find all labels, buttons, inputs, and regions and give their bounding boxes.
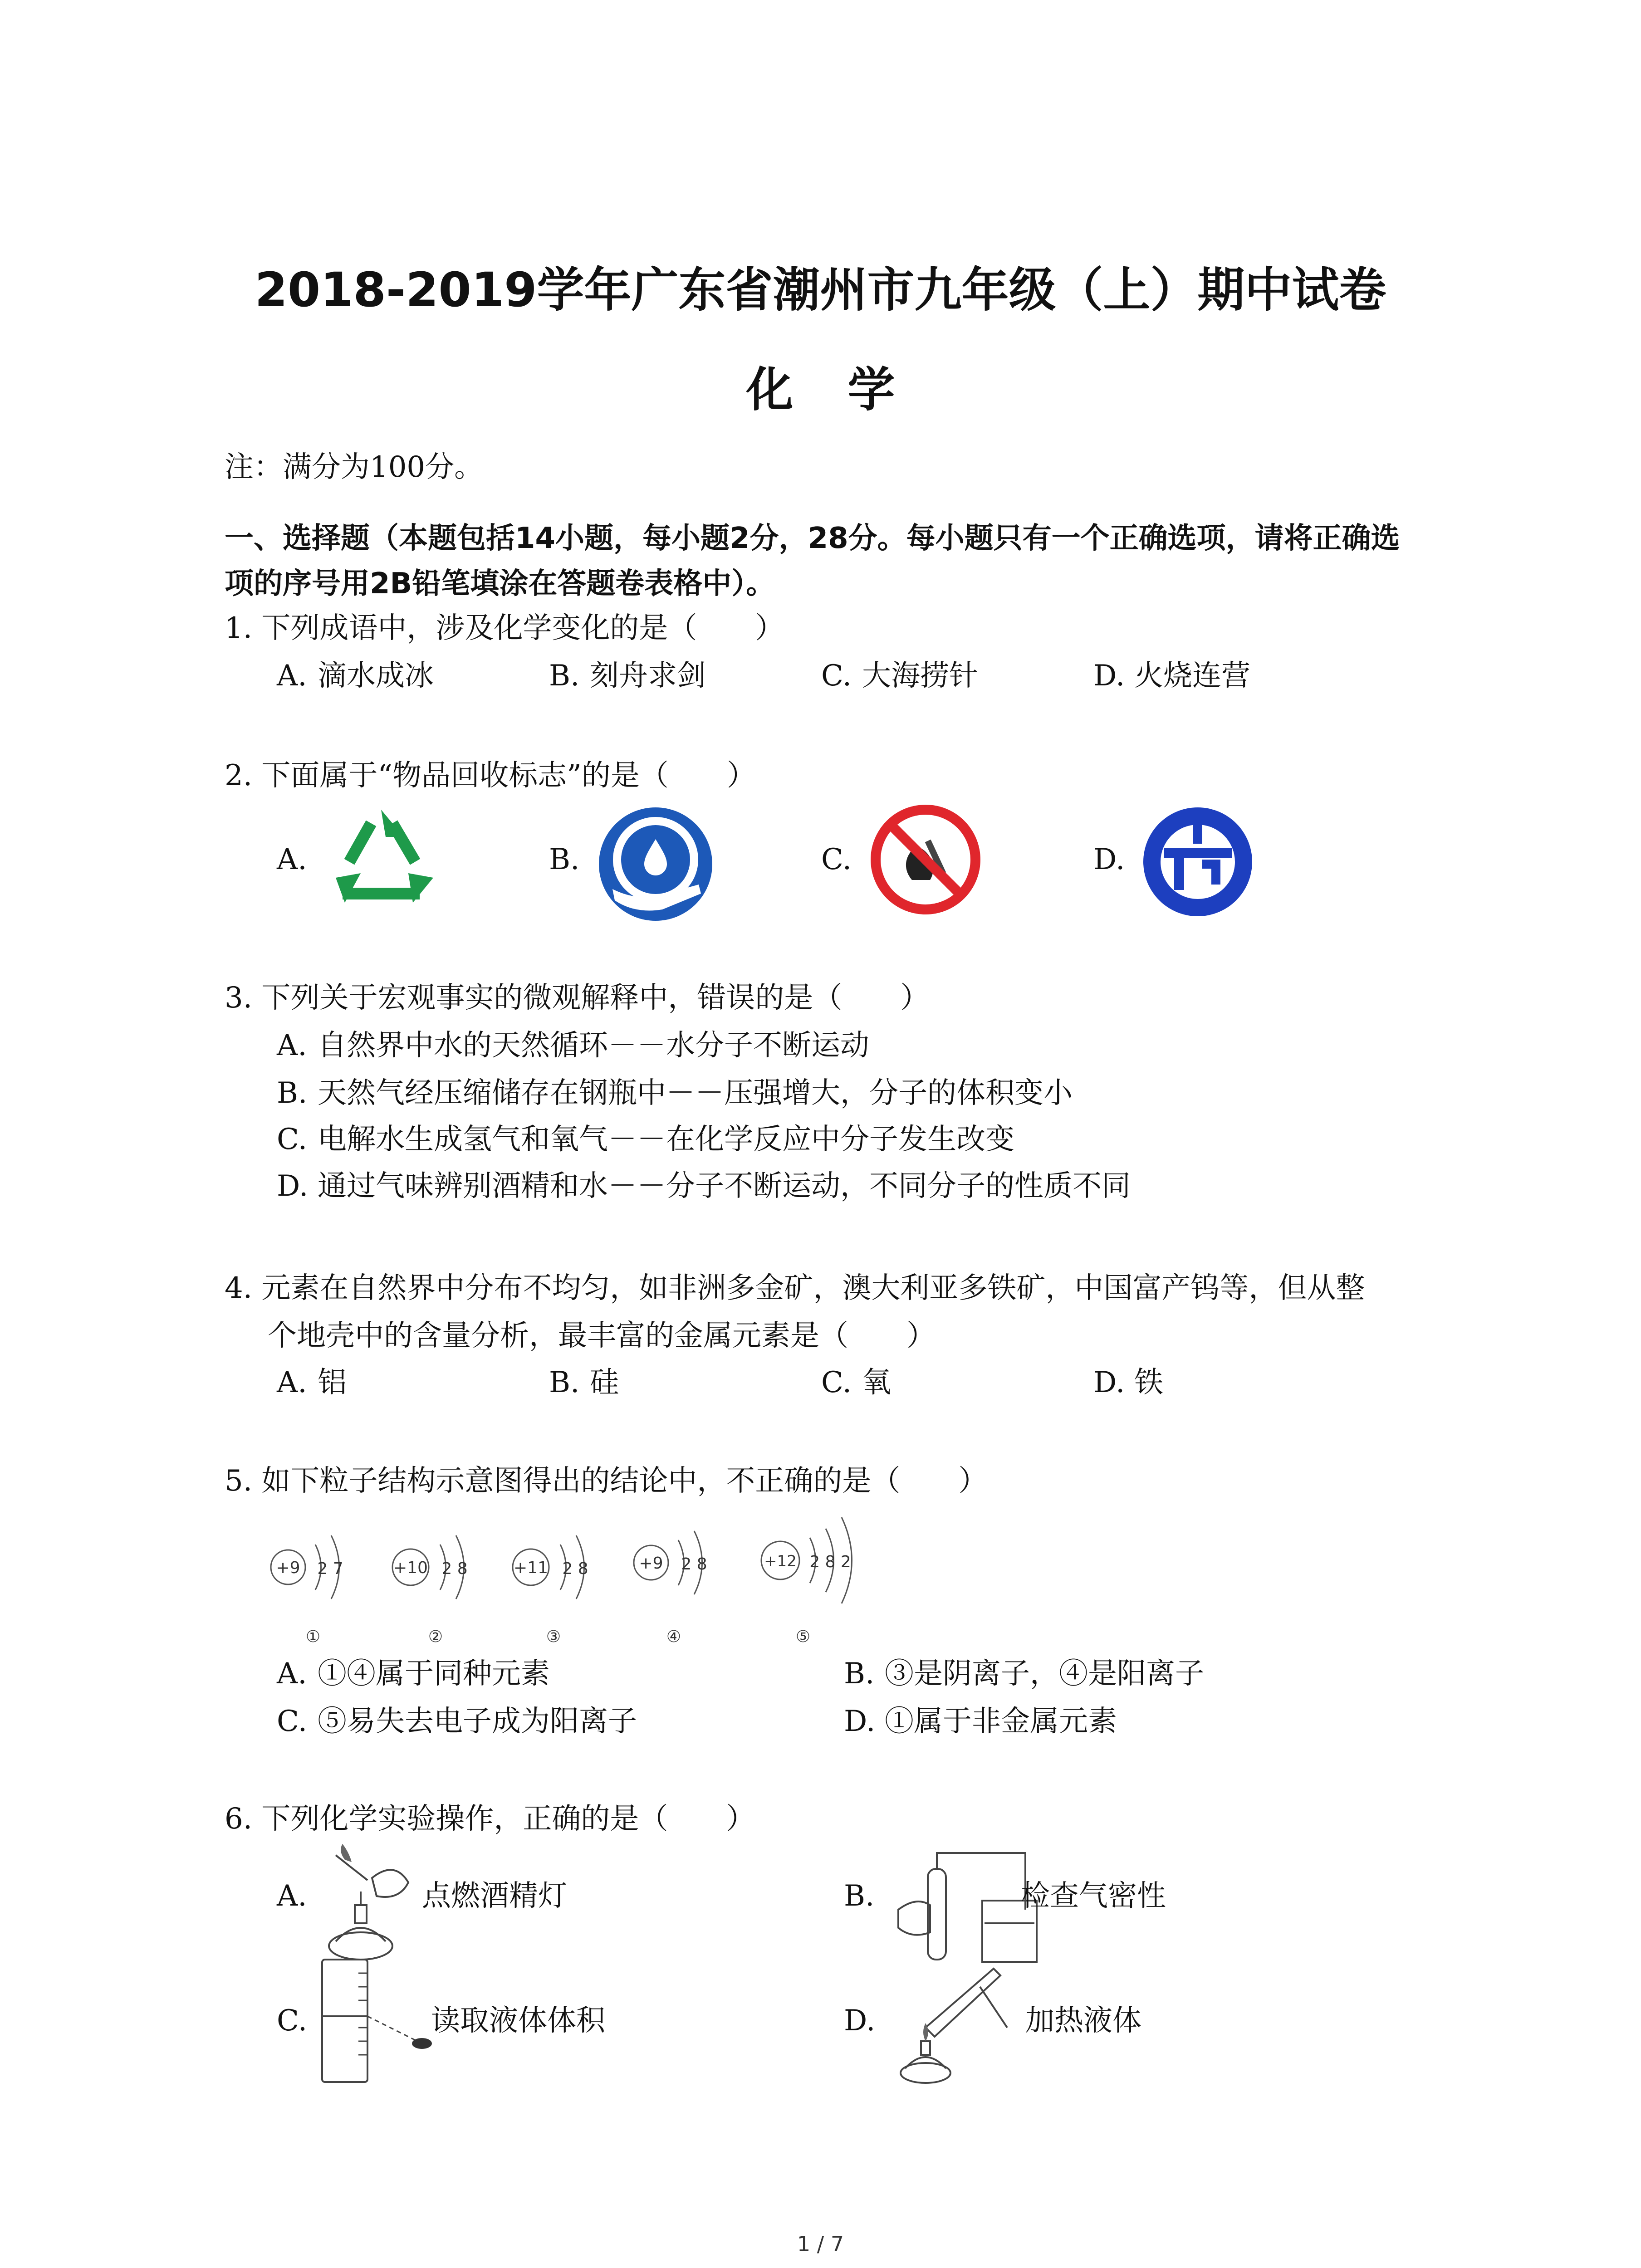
- nucleus-charge: +10: [393, 1559, 428, 1577]
- q4-stem-line1: 4. 元素在自然界中分布不均匀，如非洲多金矿，澳大利亚多铁矿，中国富产钨等，但从整: [225, 1271, 1365, 1305]
- nucleus-charge: +11: [514, 1559, 548, 1577]
- q6-option-b-label: B.: [844, 1879, 875, 1913]
- nucleus-charge: +9: [639, 1554, 663, 1573]
- option-label: A.: [277, 1657, 307, 1691]
- subject-title: 化学: [746, 362, 950, 417]
- heating-liquid-illustration: [889, 1960, 1025, 2087]
- option-label: A.: [277, 1029, 307, 1062]
- option-label: C.: [821, 1366, 852, 1399]
- q5-option-c: [277, 1703, 637, 1740]
- q6-option-a-text: 点燃酒精灯: [422, 1879, 567, 1913]
- q6-option-b-text: 检查气密性: [1021, 1879, 1166, 1913]
- electron-shells: 2 8: [681, 1555, 707, 1574]
- option-label: A.: [277, 659, 307, 693]
- option-text: 天然气经压缩储存在钢瓶中－－压强增大，分子的体积变小: [318, 1076, 1073, 1110]
- particle-2: [392, 1535, 468, 1646]
- electron-shells: 2 8 2: [809, 1553, 851, 1571]
- particle-mark: ①: [305, 1628, 321, 1646]
- q1-option-d: [1093, 658, 1250, 694]
- q1-stem: 1. 下列成语中，涉及化学变化的是（ ）: [225, 611, 784, 645]
- q4-option-c: [821, 1364, 891, 1401]
- option-label: D.: [1093, 1366, 1125, 1399]
- q5-stem: 5. 如下粒子结构示意图得出的结论中，不正确的是（ ）: [225, 1464, 988, 1498]
- electron-shells: 2 8: [562, 1559, 588, 1578]
- q2-stem: 2. 下面属于“物品回收标志”的是（ ）: [225, 759, 756, 792]
- recycle-icon: [318, 805, 445, 923]
- option-label: C.: [821, 659, 852, 693]
- q3-option-b: [277, 1075, 1073, 1111]
- q3-option-d: [277, 1168, 1131, 1204]
- q2-option-a-label: A.: [277, 843, 307, 876]
- option-label: D.: [277, 1169, 309, 1203]
- q6-option-c-label: C.: [277, 2004, 308, 2038]
- option-label: D.: [1093, 659, 1125, 693]
- q6-option-d-label: D.: [844, 2004, 876, 2038]
- option-text: 火烧连营: [1134, 659, 1250, 693]
- q1-option-b: [549, 658, 706, 694]
- energy-saving-icon: [1139, 803, 1257, 921]
- q6-stem: 6. 下列化学实验操作，正确的是（ ）: [225, 1802, 755, 1836]
- option-text: 铁: [1134, 1366, 1163, 1399]
- section-heading-line2: 项的序号用2B铅笔填涂在答题卷表格中）。: [225, 567, 775, 601]
- q5-option-b: [844, 1656, 1204, 1692]
- airtightness-check-illustration: [889, 1842, 1039, 1964]
- q5-option-d: [844, 1703, 1117, 1740]
- option-text: 电解水生成氢气和氧气－－在化学反应中分子发生改变: [318, 1123, 1014, 1156]
- q4-option-b: [549, 1364, 619, 1401]
- option-text: ①属于非金属元素: [885, 1705, 1117, 1738]
- q6-option-d-text: 加热液体: [1025, 2004, 1141, 2038]
- no-fire-icon: [869, 803, 982, 916]
- option-text: 大海捞针: [862, 659, 978, 693]
- option-text: 刻舟求剑: [590, 659, 706, 693]
- q1-option-a: [277, 658, 434, 694]
- particle-mark: ③: [546, 1628, 561, 1646]
- particle-mark: ②: [428, 1628, 443, 1646]
- option-label: C.: [277, 1123, 308, 1156]
- option-label: B.: [277, 1076, 308, 1110]
- option-text: 滴水成冰: [318, 659, 434, 693]
- electron-shells: 2 8: [441, 1559, 468, 1578]
- page-number: 1 / 7: [797, 2232, 844, 2256]
- electron-shells: 2 7: [317, 1559, 343, 1578]
- option-label: B.: [549, 1366, 580, 1399]
- particle-diagrams: [263, 1501, 898, 1651]
- option-text: 铝: [318, 1366, 347, 1399]
- q4-option-a: [277, 1364, 347, 1401]
- score-note: 注：满分为100分。: [225, 450, 484, 484]
- option-label: D.: [844, 1705, 876, 1738]
- q2-option-d-label: D.: [1093, 843, 1125, 876]
- q6-option-c-text: 读取液体体积: [431, 2004, 605, 2038]
- option-text: 硅: [590, 1366, 619, 1399]
- option-text: 自然界中水的天然循环－－水分子不断运动: [318, 1029, 869, 1062]
- q6-option-a-label: A.: [277, 1879, 307, 1913]
- q1-option-c: [821, 658, 978, 694]
- q3-option-a: [277, 1027, 869, 1064]
- particle-mark: ⑤: [795, 1628, 811, 1646]
- q2-option-c-label: C.: [821, 843, 852, 876]
- exam-title: 2018-2019学年广东省潮州市九年级（上）期中试卷: [255, 262, 1386, 318]
- option-text: 氧: [862, 1366, 891, 1399]
- nucleus-charge: +9: [276, 1559, 300, 1577]
- q2-option-b-label: B.: [549, 843, 580, 876]
- q4-stem-line2: 个地壳中的含量分析，最丰富的金属元素是（ ）: [268, 1319, 936, 1353]
- q5-option-a: [277, 1656, 550, 1692]
- option-label: B.: [844, 1657, 875, 1691]
- option-text: ③是阴离子，④是阳离子: [885, 1657, 1204, 1691]
- measuring-cylinder-reading-illustration: [318, 1955, 436, 2087]
- alcohol-lamp-lighting-illustration: [318, 1842, 422, 1964]
- option-text: ①④属于同种元素: [318, 1657, 550, 1691]
- option-label: B.: [549, 659, 580, 693]
- q3-option-c: [277, 1121, 1014, 1158]
- q3-stem: 3. 下列关于宏观事实的微观解释中，错误的是（ ）: [225, 981, 930, 1015]
- particle-3: [513, 1535, 588, 1646]
- option-text: ⑤易失去电子成为阳离子: [318, 1705, 637, 1738]
- option-label: A.: [277, 1366, 307, 1399]
- particle-mark: ④: [666, 1628, 681, 1646]
- particle-1: [271, 1535, 343, 1646]
- q4-option-d: [1093, 1364, 1163, 1401]
- particle-5: [761, 1517, 852, 1646]
- water-saving-icon: [594, 803, 717, 925]
- particle-4: [634, 1531, 707, 1646]
- option-text: 通过气味辨别酒精和水－－分子不断运动，不同分子的性质不同: [318, 1169, 1131, 1203]
- option-label: C.: [277, 1705, 308, 1738]
- section-heading-line1: 一、选择题（本题包括14小题，每小题2分，28分。每小题只有一个正确选项，请将正确选: [225, 522, 1400, 555]
- nucleus-charge: +12: [764, 1552, 797, 1570]
